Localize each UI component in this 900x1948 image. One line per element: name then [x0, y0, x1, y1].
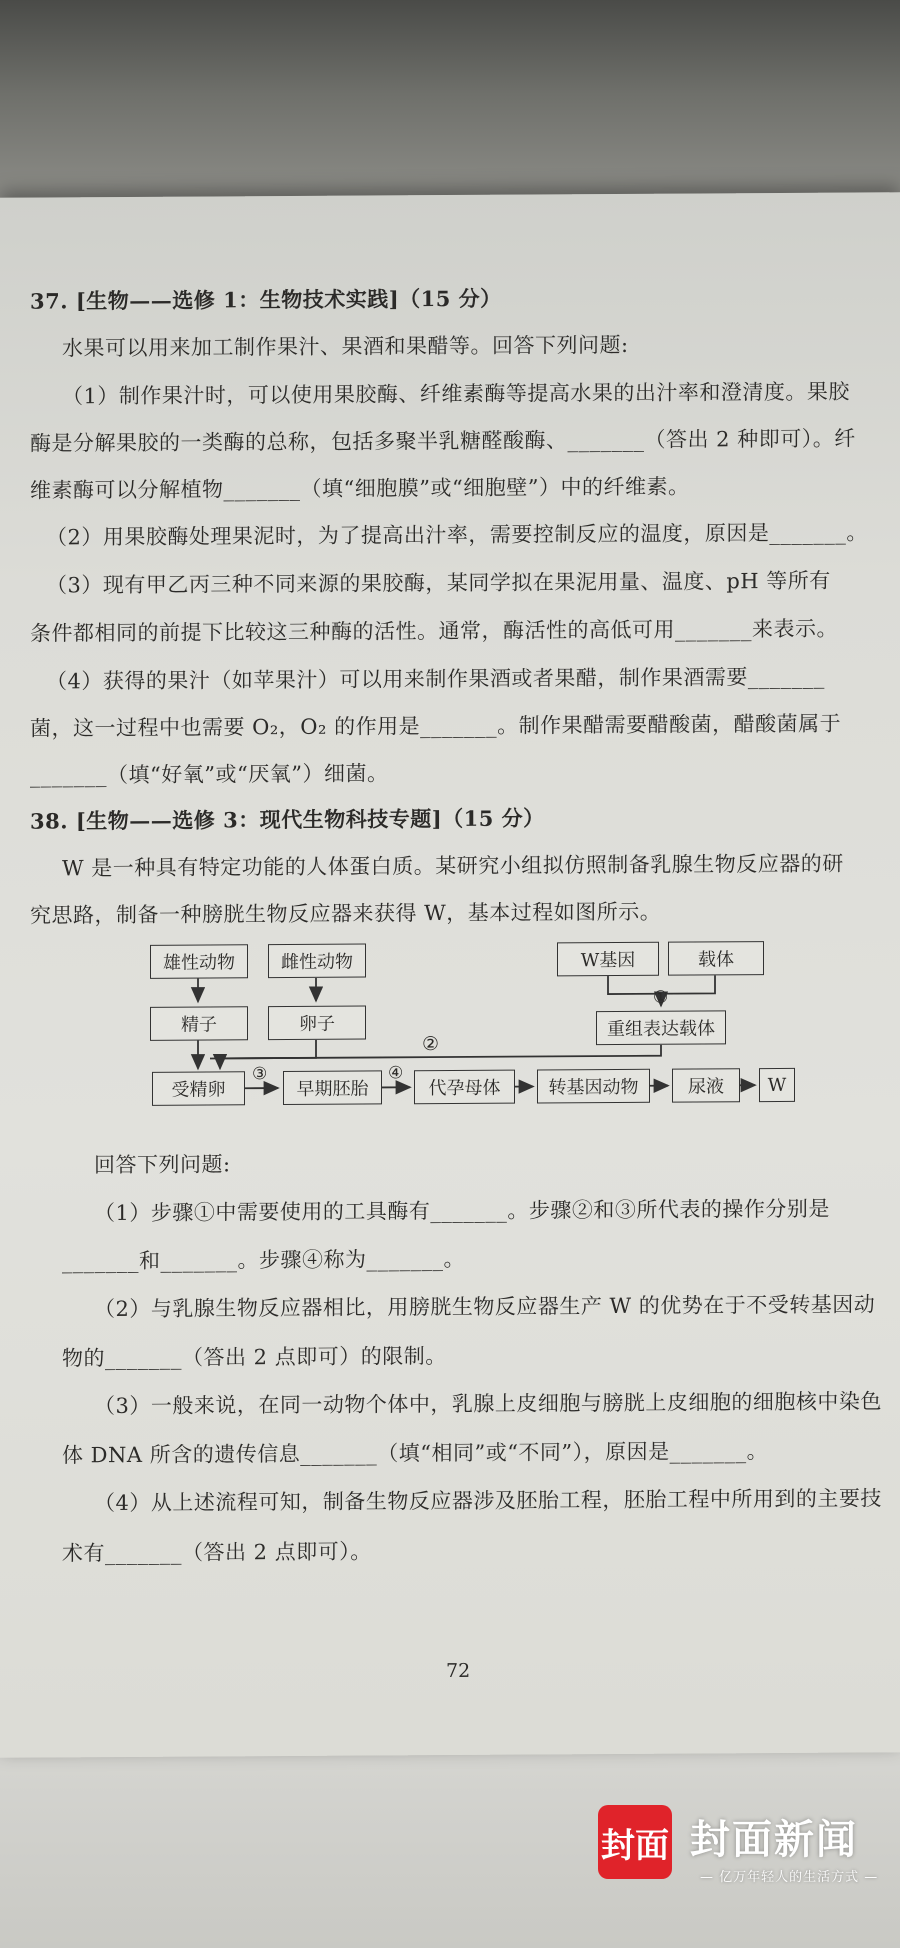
q37-part1-line3: 维素酶可以分解植物_______（填“细胞膜”或“细胞壁”）中的纤维素。 [30, 474, 690, 503]
q38-answer-lead: 回答下列问题: [94, 1152, 231, 1178]
q37-part3-line1: （3）现有甲乙丙三种不同来源的果胶酶，某同学拟在果泥用量、温度、pH 等所有 [46, 568, 831, 598]
q38-part4-line1: （4）从上述流程可知，制备生物反应器涉及胚胎工程，胚胎工程中所用到的主要技 [94, 1486, 882, 1516]
desk-background [0, 0, 900, 210]
q38-part2-line2: 物的_______（答出 2 点即可）的限制。 [62, 1344, 447, 1371]
early-embryo-box: 早期胚胎 [283, 1070, 382, 1105]
q38-intro-line2: 究思路，制备一种膀胱生物反应器来获得 W，基本过程如图所示。 [30, 899, 662, 928]
q37-intro: 水果可以用来加工制作果汁、果酒和果醋等。回答下列问题: [62, 332, 629, 361]
q38-part3-line2: 体 DNA 所含的遗传信息_______（填“相同”或“不同”），原因是_______。 [62, 1439, 769, 1468]
watermark-slogan: — 亿万年轻人的生活方式 — [700, 1870, 879, 1885]
q38-part1-line1: （1）步骤①中需要使用的工具酶有_______。步骤②和③所代表的操作分别是 [94, 1196, 830, 1226]
recombinant-vector-box: 重组表达载体 [596, 1010, 726, 1045]
arrow-egg-zygote [210, 1040, 316, 1059]
urine-box: 尿液 [672, 1068, 740, 1102]
egg-box: 卵子 [268, 1006, 366, 1041]
q38-intro-line1: W 是一种具有特定功能的人体蛋白质。某研究小组拟仿照制备乳腺生物反应器的研 [62, 851, 844, 881]
q38-part2-line1: （2）与乳腺生物反应器相比，用膀胱生物反应器生产 W 的优势在于不受转基因动 [94, 1292, 876, 1322]
q38-part3-line1: （3）一般来说，在同一动物个体中，乳腺上皮细胞与膀胱上皮细胞的细胞核中染色 [94, 1389, 882, 1419]
q38-part4-line2: 术有_______（答出 2 点即可）。 [62, 1539, 372, 1566]
vector-box: 载体 [668, 941, 764, 976]
q37-part4-line3: _______（填“好氧”或“厌氧”）细菌。 [30, 761, 389, 788]
watermark-name: 封面新闻 [690, 1817, 858, 1863]
step1-label: ① [653, 987, 669, 1008]
q37-heading: 37. [生物——选修 1：生物技术实践]（15 分） [30, 285, 502, 314]
step4-label: ④ [388, 1063, 404, 1084]
step3-label: ③ [252, 1064, 268, 1085]
q37-part2: （2）用果胶酶处理果泥时，为了提高出汁率，需要控制反应的温度，原因是_______。 [46, 520, 868, 550]
exam-page [0, 192, 900, 1757]
surrogate-mother-box: 代孕母体 [414, 1070, 515, 1105]
sperm-box: 精子 [150, 1006, 248, 1041]
q38-heading: 38. [生物——选修 3：现代生物科技专题]（15 分） [30, 805, 545, 834]
w-protein-box: W [759, 1068, 795, 1102]
q37-part3-line2: 条件都相同的前提下比较这三种酶的活性。通常，酶活性的高低可用_______来表示。 [30, 616, 838, 646]
diagram-arrows [0, 192, 900, 1197]
fengmian-logo-icon [598, 1805, 672, 1879]
female-animal-box: 雌性动物 [268, 944, 366, 979]
zygote-box: 受精卵 [152, 1071, 245, 1106]
logo-glyph: 封面 [601, 1825, 669, 1866]
transgenic-animal-box: 转基因动物 [537, 1069, 650, 1104]
q37-part1-line2: 酶是分解果胶的一类酶的总称，包括多聚半乳糖醛酸酶、_______（答出 2 种即可）。纤 [30, 426, 856, 456]
male-animal-box: 雄性动物 [150, 944, 248, 979]
w-gene-box: W基因 [557, 942, 659, 977]
arrow-recombinant-zygote [220, 1045, 661, 1069]
q38-part1-line2: _______和_______。步骤④称为_______。 [62, 1246, 465, 1274]
q37-part4-line1: （4）获得的果汁（如苹果汁）可以用来制作果酒或者果醋，制作果酒需要_______ [46, 664, 825, 694]
step2-label: ② [422, 1033, 440, 1056]
q37-part1-line1: （1）制作果汁时，可以使用果胶酶、纤维素酶等提高水果的出汁率和澄清度。果胶 [62, 379, 850, 409]
page-number: 72 [446, 1659, 471, 1683]
q37-part4-line2: 菌，这一过程中也需要 O₂，O₂ 的作用是_______。制作果醋需要醋酸菌，醋酸菌属于 [30, 711, 842, 741]
